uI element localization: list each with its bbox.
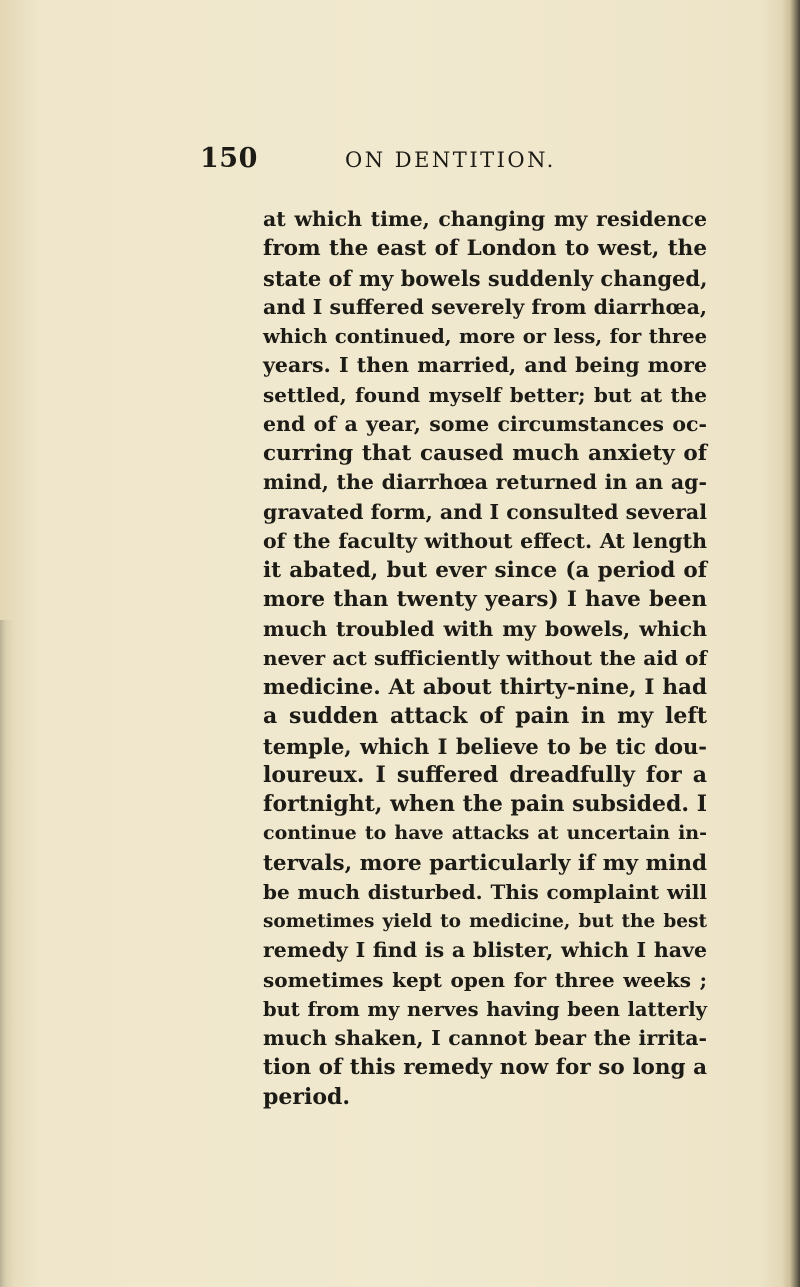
text-line: fortnight, when the pain subsided. I bbox=[263, 791, 708, 817]
text-line: gravated form, and I consulted several bbox=[263, 499, 707, 524]
text-line: medicine. At about thirty-nine, I had bbox=[263, 675, 707, 700]
text-line: sometimes yield to medicine, but the best bbox=[263, 911, 707, 932]
text-line: from the east of London to west, the bbox=[263, 236, 707, 262]
text-line: of the faculty without effect. At length bbox=[263, 528, 707, 553]
text-line: at which time, changing my residence bbox=[263, 207, 707, 231]
text-line: tervals, more particularly if my mind bbox=[263, 850, 708, 876]
running-head: ON DENTITION. bbox=[345, 148, 556, 172]
text-line: end of a year, some circumstances oc- bbox=[263, 411, 707, 436]
text-line: remedy I find is a blister, which I have bbox=[263, 938, 707, 963]
text-line: more than twenty years) I have been bbox=[263, 587, 707, 613]
text-line: loureux. I suffered dreadfully for a bbox=[263, 761, 707, 788]
text-line: years. I then married, and being more bbox=[263, 353, 707, 378]
page-number: 150 bbox=[200, 143, 258, 174]
text-line: which continued, more or less, for three bbox=[263, 325, 707, 348]
text-line: much shaken, I cannot bear the irrita- bbox=[263, 1026, 707, 1050]
page-edge-left bbox=[0, 620, 14, 1287]
text-line: and I suffered severely from diarrhœa, bbox=[263, 294, 707, 319]
text-line: sometimes kept open for three weeks ; bbox=[263, 967, 707, 992]
text-line: but from my nerves having been latterly bbox=[263, 997, 707, 1021]
text-line: mind, the diarrhœa returned in an ag- bbox=[263, 470, 707, 495]
page-edge-right bbox=[782, 0, 800, 1287]
body-paragraph bbox=[263, 205, 707, 1112]
text-line: be much disturbed. This complaint will bbox=[263, 879, 707, 904]
text-line: state of my bowels suddenly changed, bbox=[263, 265, 708, 291]
text-line: period. bbox=[263, 1083, 351, 1110]
text-line: tion of this remedy now for so long a bbox=[263, 1055, 707, 1081]
page-header bbox=[0, 143, 800, 183]
text-line: continue to have attacks at uncertain in- bbox=[263, 822, 707, 845]
text-line: never act sufficiently without the aid of bbox=[263, 645, 707, 670]
text-line: temple, which I believe to be tic dou- bbox=[263, 733, 707, 759]
text-line: a sudden attack of pain in my left bbox=[263, 703, 707, 730]
text-line: much troubled with my bowels, which bbox=[263, 616, 707, 641]
text-line: curring that caused much anxiety of bbox=[263, 441, 707, 466]
text-line: settled, found myself better; but at the bbox=[263, 382, 707, 407]
text-line: it abated, but ever since (a period of bbox=[263, 558, 707, 583]
